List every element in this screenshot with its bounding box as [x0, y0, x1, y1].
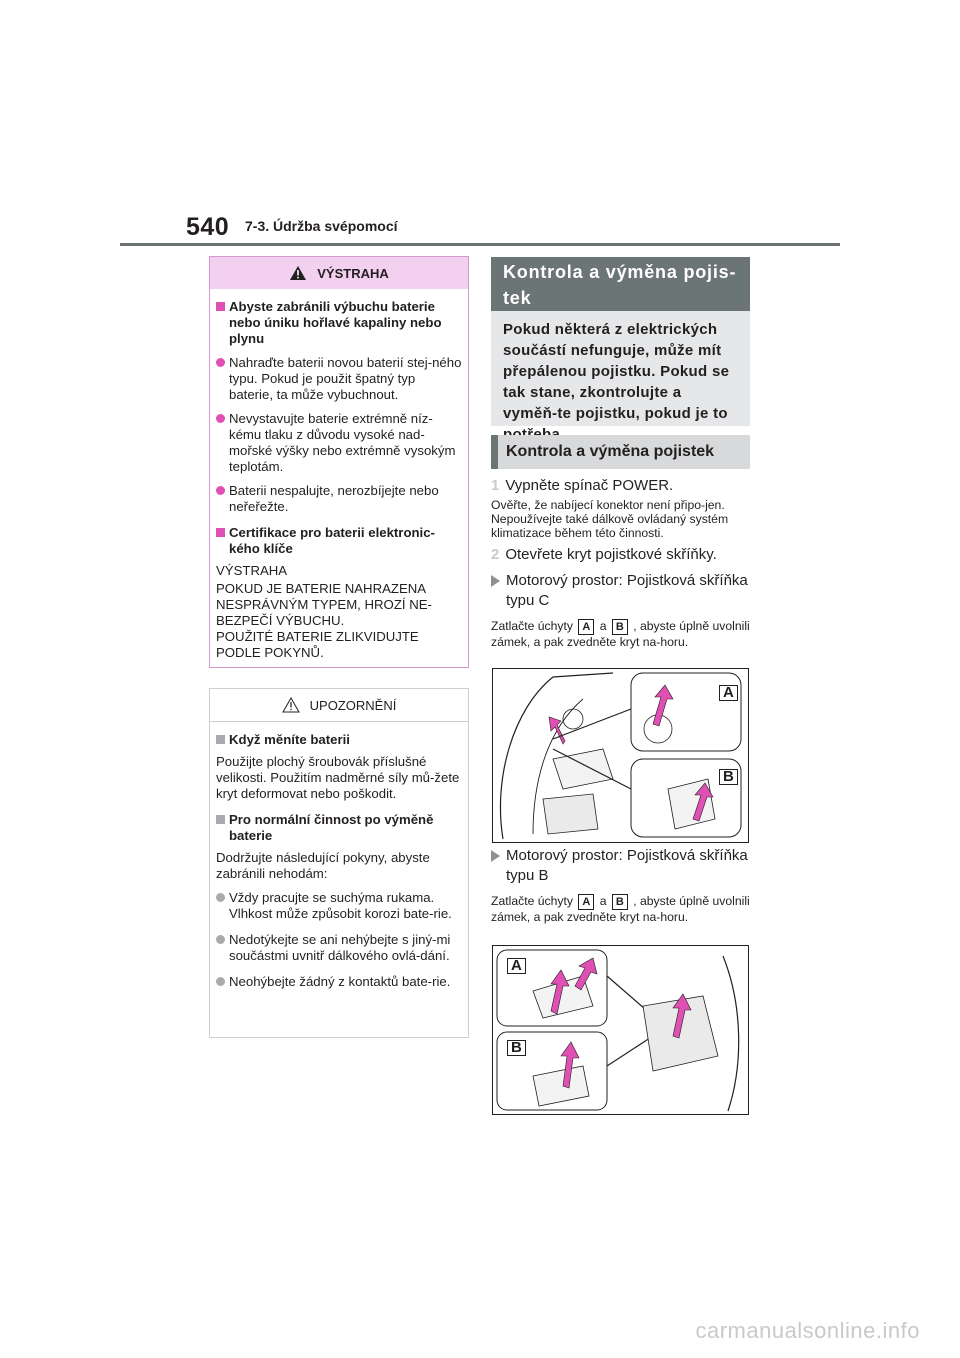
engine-illustration-b: [493, 946, 748, 1114]
warning-caps-title: VÝSTRAHA: [216, 563, 288, 578]
round-bullet-icon: [216, 893, 225, 902]
warning-box: [209, 256, 469, 668]
warning-caps-text: POKUD JE BATERIE NAHRAZENA NESPRÁVNÝM TYPEM, HROZÍ NE-BEZPEČÍ VÝBUCHU. POUŽITÉ BATERIE ZLIKVIDUJTE PODLE POKYNŮ.: [216, 581, 432, 660]
notice-box: [209, 688, 469, 1038]
notice-bullet-2: Nedotýkejte se ani nehýbejte s jiný-mi součástmi uvnitř dálkového ovlá-dání.: [216, 932, 462, 964]
fusebox-b-instruction: Zatlačte úchyty A a B , abyste úplně uvolnili zámek, a pak zvedněte kryt na-horu.: [491, 894, 750, 924]
warning-bullet-1: Nahraďte baterii novou baterií stej-ného typu. Pokud je použit špatný typ baterie, ta může vybuchnout.: [216, 355, 462, 403]
fuse-subheading: Kontrola a výměna pojistek: [491, 435, 750, 469]
section-title: 7-3. Údržba svépomocí: [245, 218, 398, 234]
figure-b-label-a: A: [507, 958, 526, 974]
notice-section-2-text: Dodržujte následující pokyny, abyste zabránili nehodám:: [216, 850, 430, 881]
round-bullet-icon: [216, 486, 225, 495]
figure-b-label-b: B: [507, 1040, 526, 1056]
step-1-note: Ověřte, že nabíjecí konektor není připo-jen. Nepoužívejte také dálkově ovládaný systém klimatizace během této činnosti.: [491, 498, 729, 540]
label-b: B: [612, 894, 628, 910]
fuse-main-heading: Kontrola a výměna pojis-tek: [491, 257, 750, 311]
label-a: A: [578, 619, 594, 635]
round-bullet-icon: [216, 977, 225, 986]
notice-title: UPOZORNĚNÍ: [309, 697, 397, 713]
label-b: B: [612, 619, 628, 635]
warning-header: [210, 257, 468, 289]
label-a: A: [578, 894, 594, 910]
step-1-text: Vypněte spínač POWER.: [505, 477, 674, 494]
notice-bullet-1: Vždy pracujte se suchýma rukama. Vlhkost může způsobit korozi bate-rie.: [216, 890, 462, 922]
arrow-bullet-icon: [491, 850, 500, 862]
figure-c-label-a: A: [719, 685, 738, 701]
notice-section-2: Pro normální činnost po výměně baterie: [216, 812, 462, 844]
page-number: 540: [186, 213, 230, 241]
fuse-intro: Pokud některá z elektrických součástí nefunguje, může mít přepálenou pojistku. Pokud se tak stane, zkontrolujte a vyměň-te pojistku, pokud je to: [491, 311, 750, 426]
step-1-number: 1: [491, 477, 500, 494]
fusebox-b-title: Motorový prostor: Pojistková skříňka typu B: [491, 846, 751, 886]
step-2: [491, 546, 751, 563]
arrow-bullet-icon: [491, 575, 500, 587]
fusebox-c-instruction: Zatlačte úchyty A a B , abyste úplně uvolnili zámek, a pak zvedněte kryt na-horu.: [491, 619, 750, 649]
warning-bullet-3: Baterii nespalujte, nerozbíjejte nebo neřeřežte.: [216, 483, 462, 515]
round-bullet-icon: [216, 358, 225, 367]
notice-bullet-3: Neohýbejte žádný z kontaktů bate-rie.: [216, 974, 462, 990]
watermark: carmanualsonline.info: [695, 1318, 920, 1343]
figure-c-label-b: B: [719, 769, 738, 785]
fusebox-c-figure: [492, 668, 749, 843]
warning-icon: [289, 265, 307, 281]
notice-header: [210, 689, 468, 722]
warning-section-2: Certifikace pro baterii elektronic-kého klíče: [216, 525, 462, 557]
warning-section-1: Abyste zabránili výbuchu baterie nebo úniku hořlavé kapaliny nebo plynu: [216, 299, 462, 347]
round-bullet-icon: [216, 414, 225, 423]
notice-icon: [282, 697, 300, 713]
fusebox-b-figure: [492, 945, 749, 1115]
warning-bullet-2: Nevystavujte baterie extrémně níz-kému tlaku z důvodu vysoké nad-mořské výšky nebo extrémně vysokým teplotám.: [216, 411, 462, 475]
square-bullet-icon: [216, 735, 225, 744]
round-bullet-icon: [216, 935, 225, 944]
warning-title: VÝSTRAHA: [317, 265, 389, 281]
square-bullet-icon: [216, 302, 225, 311]
step-1: [491, 477, 751, 494]
notice-section-1: Když měníte baterii: [216, 732, 462, 748]
header-rule: [120, 243, 840, 246]
notice-section-1-text: Použijte plochý šroubovák příslušné velikosti. Použitím nadměrné síly mů-žete kryt deformovat nebo poškodit.: [216, 754, 460, 801]
step-2-text: Otevřete kryt pojistkové skříňky.: [505, 546, 717, 563]
step-2-number: 2: [491, 546, 500, 563]
square-bullet-icon: [216, 528, 225, 537]
square-bullet-icon: [216, 815, 225, 824]
fusebox-c-title: Motorový prostor: Pojistková skříňka typu C: [491, 571, 751, 611]
engine-illustration-c: [493, 669, 748, 842]
